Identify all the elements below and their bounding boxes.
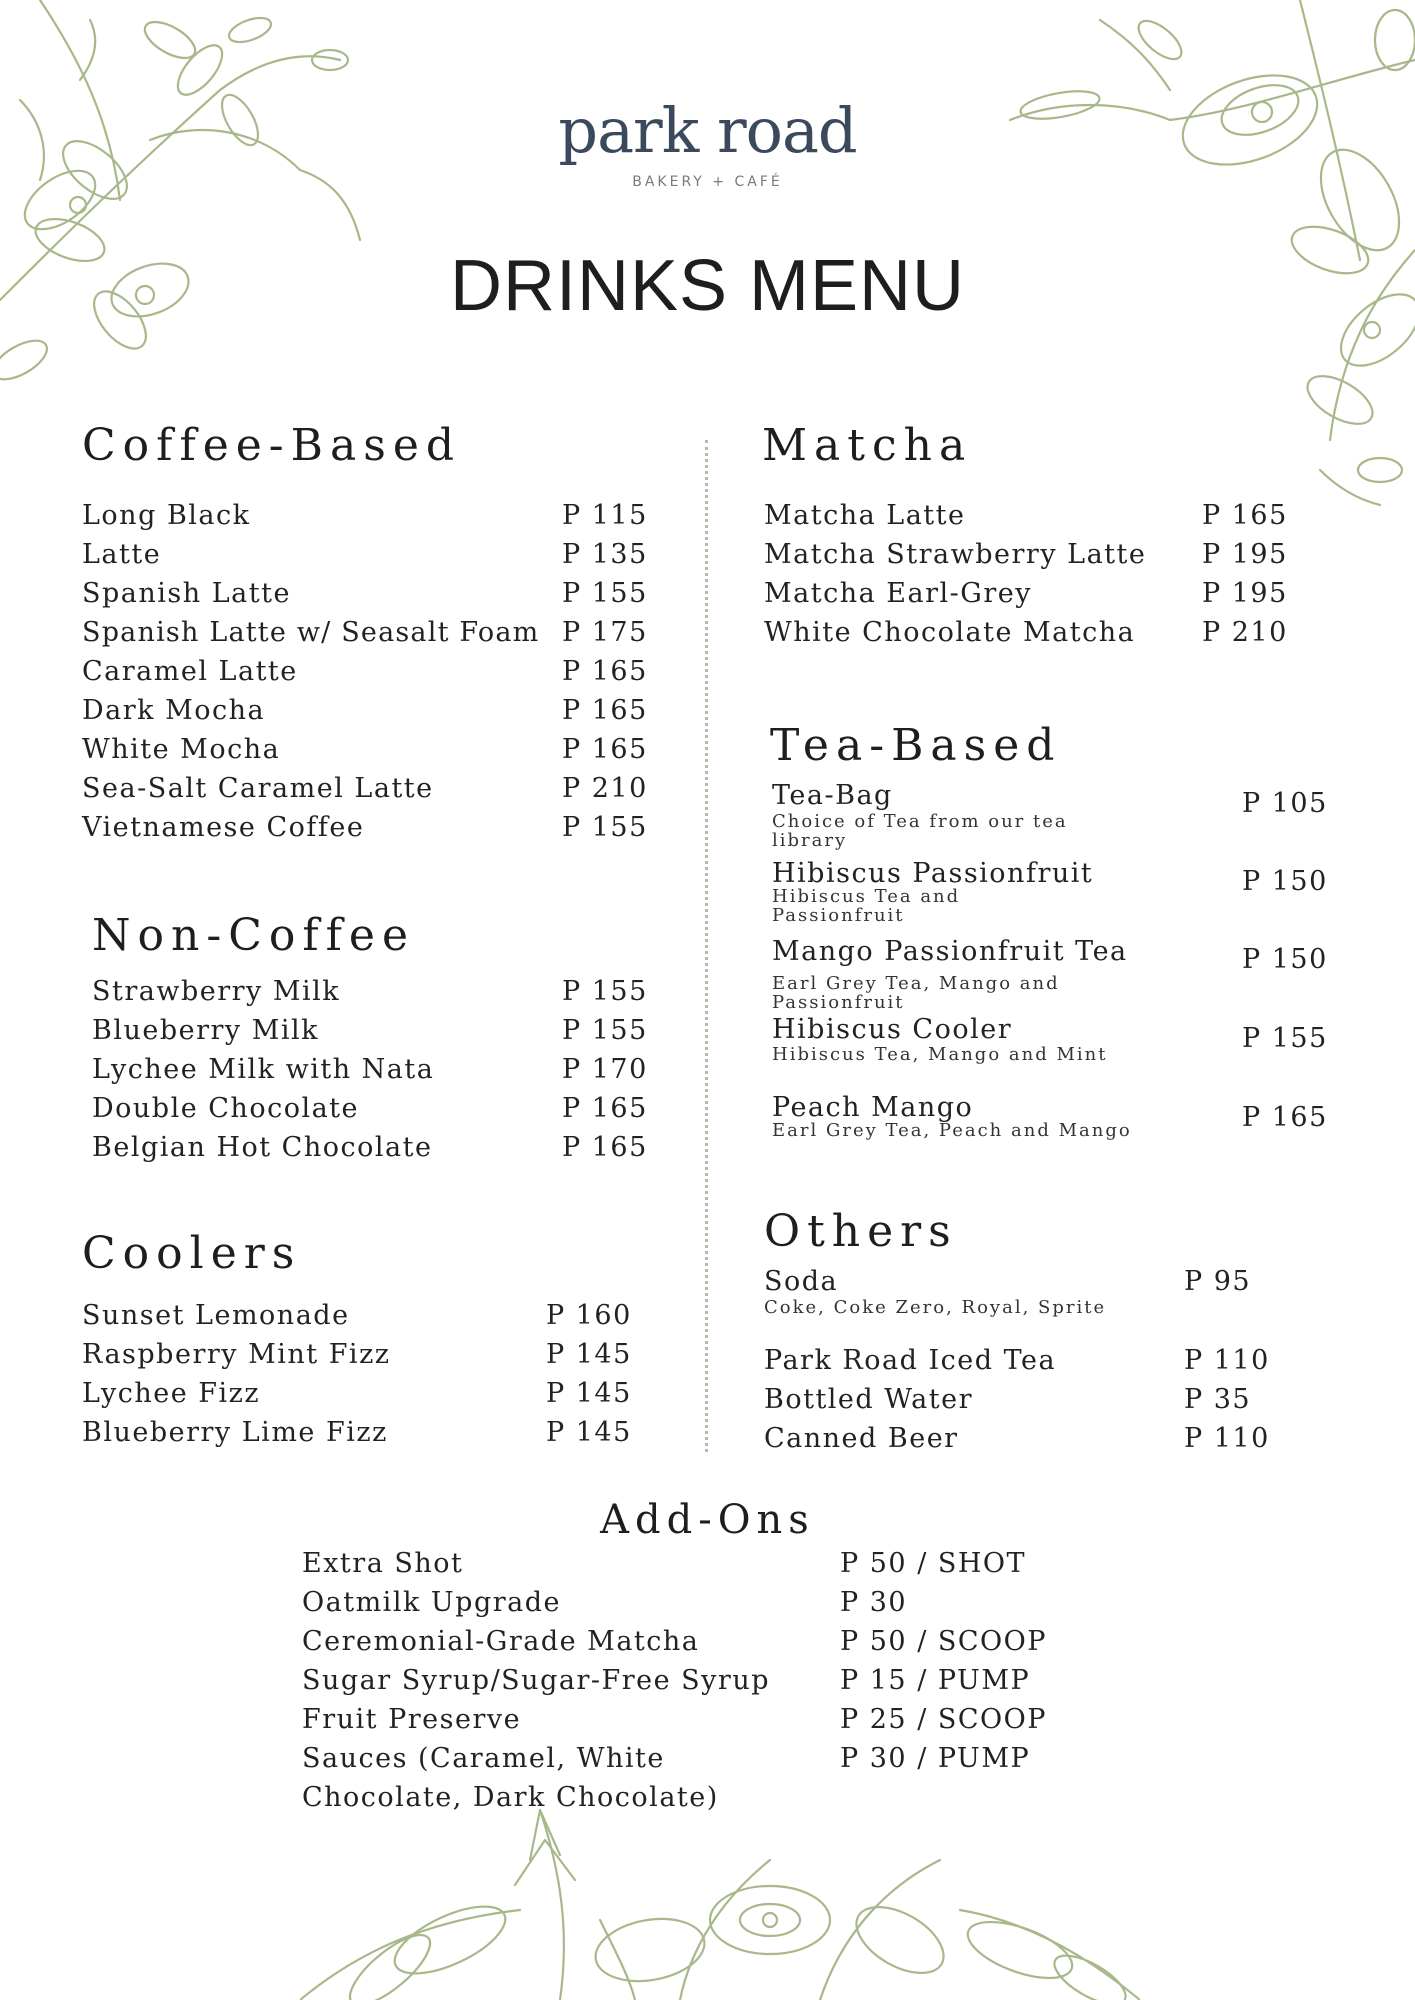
menu-item-price: P 115 <box>562 500 648 531</box>
menu-item-name: Hibiscus Cooler <box>772 1014 1013 1045</box>
section-title-matcha: Matcha <box>762 420 973 471</box>
addon-name: Ceremonial-Grade Matcha <box>302 1626 700 1657</box>
menu-item-price: P 145 <box>546 1378 632 1409</box>
menu-item-price: P 150 <box>1242 944 1328 975</box>
menu-item-price: P 165 <box>562 695 648 726</box>
menu-item-name: Soda <box>764 1266 839 1297</box>
menu-item-name: Bottled Water <box>764 1384 974 1415</box>
menu-item-name: Tea-Bag <box>772 780 893 811</box>
menu-item-name: Dark Mocha <box>82 695 266 726</box>
menu-item-name: Lychee Milk with Nata <box>92 1054 435 1085</box>
addon-price: P 30 <box>840 1587 908 1618</box>
menu-item-name: Mango Passionfruit Tea <box>772 936 1128 967</box>
menu-item-name: Spanish Latte w/ Seasalt Foam <box>82 617 540 648</box>
menu-item-price: P 175 <box>562 617 648 648</box>
menu-item-name: Caramel Latte <box>82 656 298 687</box>
menu-item-name: Long Black <box>82 500 251 531</box>
floral-corner-top-left-icon <box>0 0 380 400</box>
menu-item-name: Matcha Earl-Grey <box>764 578 1032 609</box>
menu-item-name: Double Chocolate <box>92 1093 360 1124</box>
menu-item-price: P 155 <box>562 578 648 609</box>
menu-item-name: Belgian Hot Chocolate <box>92 1132 433 1163</box>
addon-name: Sugar Syrup/Sugar-Free Syrup <box>302 1665 770 1696</box>
menu-item-name: Strawberry Milk <box>92 976 341 1007</box>
menu-item-description: Choice of Tea from our tea library <box>772 811 1068 851</box>
menu-item-price: P 165 <box>562 734 648 765</box>
menu-item-price: P 110 <box>1184 1423 1270 1454</box>
brand-name: park road <box>558 94 857 167</box>
addon-name-continued: Chocolate, Dark Chocolate) <box>302 1782 719 1813</box>
section-title-coolers: Coolers <box>82 1228 302 1279</box>
addon-name: Oatmilk Upgrade <box>302 1587 561 1618</box>
menu-item-name: White Chocolate Matcha <box>764 617 1136 648</box>
menu-item-price: P 95 <box>1184 1266 1252 1297</box>
menu-item-price: P 165 <box>1202 500 1288 531</box>
floral-bottom-icon <box>300 1800 1140 2000</box>
menu-item-name: Peach Mango <box>772 1092 974 1123</box>
addon-name: Fruit Preserve <box>302 1704 522 1735</box>
menu-item-price: P 155 <box>562 812 648 843</box>
menu-item-price: P 35 <box>1184 1384 1252 1415</box>
menu-item-price: P 165 <box>562 1132 648 1163</box>
menu-item-price: P 155 <box>562 976 648 1007</box>
menu-item-price: P 145 <box>546 1339 632 1370</box>
addon-name: Extra Shot <box>302 1548 464 1579</box>
menu-item-price: P 145 <box>546 1417 632 1448</box>
menu-item-name: Sunset Lemonade <box>82 1300 350 1331</box>
menu-item-price: P 170 <box>562 1054 648 1085</box>
menu-item-price: P 165 <box>1242 1102 1328 1133</box>
menu-item-name: Hibiscus Passionfruit <box>772 858 1094 889</box>
section-title-tea: Tea-Based <box>770 720 1062 771</box>
page-title: DRINKS MENU <box>449 246 966 326</box>
column-divider <box>705 440 708 1452</box>
menu-item-price: P 165 <box>562 1093 648 1124</box>
menu-item-name: Raspberry Mint Fizz <box>82 1339 391 1370</box>
section-title-noncoffee: Non-Coffee <box>92 910 415 961</box>
menu-item-name: Latte <box>82 539 162 570</box>
menu-item-price: P 195 <box>1202 578 1288 609</box>
menu-item-price: P 160 <box>546 1300 632 1331</box>
menu-item-description: Earl Grey Tea, Mango and Passionfruit <box>772 973 1060 1013</box>
menu-item-name: Park Road Iced Tea <box>764 1345 1057 1376</box>
menu-item-name: Matcha Latte <box>764 500 966 531</box>
menu-item-price: P 210 <box>1202 617 1288 648</box>
menu-item-price: P 210 <box>562 773 648 804</box>
menu-item-name: Canned Beer <box>764 1423 959 1454</box>
addon-price: P 30 / PUMP <box>840 1743 1031 1774</box>
menu-item-name: Vietnamese Coffee <box>82 812 365 843</box>
menu-item-description: Earl Grey Tea, Peach and Mango <box>772 1120 1132 1141</box>
menu-item-price: P 195 <box>1202 539 1288 570</box>
section-title-coffee: Coffee-Based <box>82 420 462 471</box>
menu-item-price: P 150 <box>1242 866 1328 897</box>
menu-item-price: P 155 <box>1242 1023 1328 1054</box>
addon-price: P 15 / PUMP <box>840 1665 1031 1696</box>
menu-item-price: P 105 <box>1242 788 1328 819</box>
menu-item-name: White Mocha <box>82 734 281 765</box>
menu-item-price: P 110 <box>1184 1345 1270 1376</box>
section-title-addons: Add-Ons <box>600 1497 815 1543</box>
menu-item-name: Blueberry Milk <box>92 1015 320 1046</box>
addon-price: P 50 / SHOT <box>840 1548 1027 1579</box>
menu-item-price: P 165 <box>562 656 648 687</box>
addon-price: P 25 / SCOOP <box>840 1704 1047 1735</box>
menu-item-name: Lychee Fizz <box>82 1378 261 1409</box>
menu-item-price: P 155 <box>562 1015 648 1046</box>
menu-item-price: P 135 <box>562 539 648 570</box>
menu-item-name: Spanish Latte <box>82 578 291 609</box>
menu-item-name: Blueberry Lime Fizz <box>82 1417 388 1448</box>
menu-item-description: Hibiscus Tea, Mango and Mint <box>772 1044 1108 1065</box>
addon-price: P 50 / SCOOP <box>840 1626 1047 1657</box>
menu-item-description: Hibiscus Tea and Passionfruit <box>772 886 961 926</box>
section-title-others: Others <box>764 1206 958 1257</box>
menu-item-name: Sea-Salt Caramel Latte <box>82 773 434 804</box>
brand-tagline: BAKERY + CAFÉ <box>632 174 783 190</box>
menu-item-description: Coke, Coke Zero, Royal, Sprite <box>764 1297 1107 1318</box>
brand-logo <box>0 94 1415 190</box>
menu-item-name: Matcha Strawberry Latte <box>764 539 1147 570</box>
addon-name: Sauces (Caramel, White <box>302 1743 665 1774</box>
